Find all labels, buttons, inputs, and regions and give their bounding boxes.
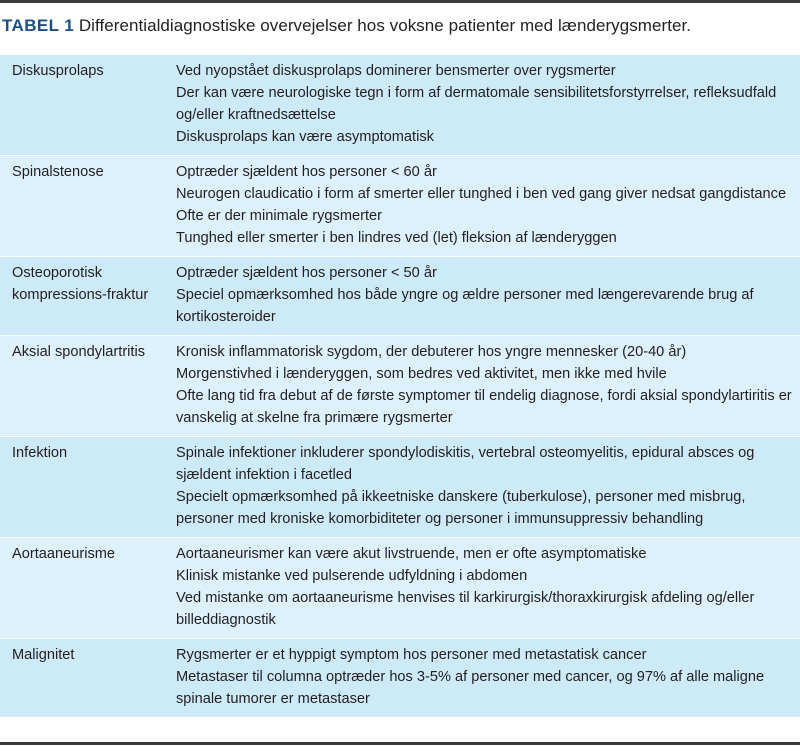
description-line: Aortaaneurismer kan være akut livstruende, men er ofte asymptomatiske <box>176 546 647 562</box>
description-line: Diskusprolaps kan være asymptomatisk <box>176 129 434 145</box>
description-line: Tunghed eller smerter i ben lindres ved (let) fleksion af lænderyggen <box>176 230 617 246</box>
description-line: Rygsmerter er et hyppigt symptom hos personer med metastatisk cancer <box>176 647 647 663</box>
description-line: Metastaser til columna optræder hos 3-5% af personer med cancer, og 97% af alle maligne spinale tumorer er metastaser <box>176 669 765 707</box>
description-cell <box>176 161 800 249</box>
description-cell <box>176 262 800 328</box>
description-cell <box>176 60 800 148</box>
description-line: Morgenstivhed i lænderyggen, som bedres ved aktivitet, men ikke med hvile <box>176 366 667 382</box>
description-line: Specielt opmærksomhed på ikkeetniske danskere (tuberkulose), personer med misbrug, personer med kroniske komorbiditeter og personer i immunsuppressiv behandling <box>176 489 746 527</box>
description-line: Optræder sjældent hos personer < 50 år <box>176 265 437 281</box>
description-line: Optræder sjældent hos personer < 60 år <box>176 164 437 180</box>
description-line: Neurogen claudicatio i form af smerter eller tunghed i ben ved gang giver nedsat gangdistance <box>176 186 787 202</box>
top-rule <box>0 0 800 3</box>
description-cell <box>176 543 800 631</box>
condition-cell: Osteoporotisk kompressions-fraktur <box>12 265 149 303</box>
condition-cell: Aortaaneurisme <box>12 546 116 562</box>
condition-cell: Malignitet <box>12 647 75 663</box>
description-line: Ved mistanke om aortaaneurisme henvises til karkirurgisk/thoraxkirurgisk afdeling og/eller billeddiagnostik <box>176 590 755 628</box>
description-line: Speciel opmærksomhed hos både yngre og ældre personer med længerevarende brug af kortikosteroider <box>176 287 754 325</box>
description-line: Der kan være neurologiske tegn i form af dermatomale sensibilitetsforstyrrelser, refleksudfald og/eller kraftnedsættelse <box>176 85 777 123</box>
table-title: Differentialdiagnostiske overvejelser hos voksne patienter med lænderygsmerter. <box>78 16 692 35</box>
description-line: Spinale infektioner inkluderer spondylodiskitis, vertebral osteomyelitis, epidural absces og sjældent infektion i facetled <box>176 445 755 483</box>
description-line: Ofte lang tid fra debut af de første symptomer til endelig diagnose, fordi aksial spondylartiritis er vanskelig at skelne fra primære rygsmerter <box>176 388 792 426</box>
bottom-rule <box>0 742 800 745</box>
description-line: Klinisk mistanke ved pulserende udfyldning i abdomen <box>176 568 528 584</box>
differential-diagnosis-table <box>0 55 800 718</box>
table-row-diskusprolaps <box>0 55 800 156</box>
description-cell <box>176 442 800 530</box>
condition-cell: Diskusprolaps <box>12 63 104 79</box>
condition-cell: Spinalstenose <box>12 164 104 180</box>
table-row-infektion <box>0 437 800 538</box>
description-line: Ved nyopstået diskusprolaps dominerer bensmerter over rygsmerter <box>176 63 616 79</box>
description-line: Ofte er der minimale rygsmerter <box>176 208 382 224</box>
table-row-aortaaneurisme <box>0 538 800 639</box>
table-row-osteoporotisk-kompressionsfraktur <box>0 257 800 336</box>
table-row-malignitet <box>0 639 800 718</box>
condition-cell: Aksial spondylartritis <box>12 344 146 360</box>
table-caption <box>2 16 691 36</box>
description-line: Kronisk inflammatorisk sygdom, der debuterer hos yngre mennesker (20-40 år) <box>176 344 687 360</box>
condition-cell: Infektion <box>12 445 68 461</box>
table-row-spinalstenose <box>0 156 800 257</box>
table-label: TABEL 1 <box>2 16 75 35</box>
description-cell <box>176 341 800 429</box>
description-cell <box>176 644 800 710</box>
table-row-aksial-spondylartritis <box>0 336 800 437</box>
